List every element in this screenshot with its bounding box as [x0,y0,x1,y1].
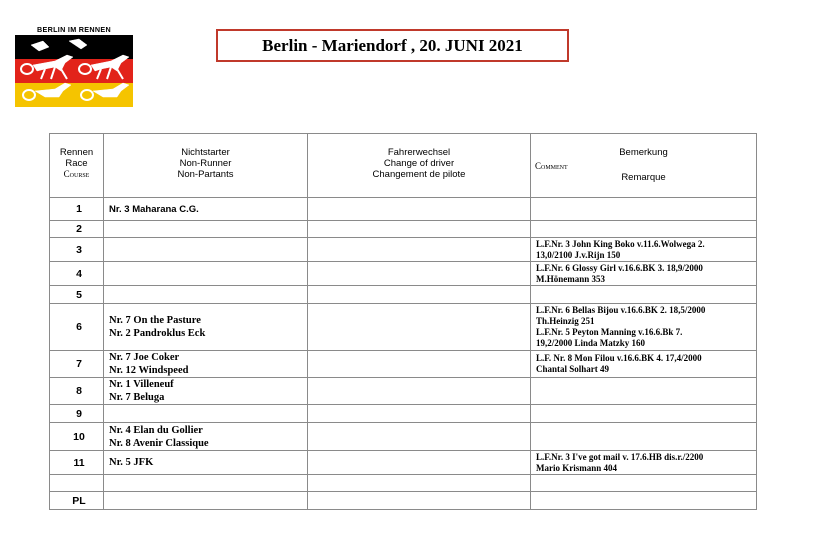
non-runner-entry: Nr. 5 JFK [109,457,154,468]
driver-change-cell [308,351,531,378]
remark-line: L.F.Nr. 5 Peyton Manning v.16.6.Bk 7. [536,327,683,337]
table-row [50,451,757,475]
header-race-de: Rennen [59,147,94,158]
driver-change-cell [308,405,531,423]
driver-change-cell [308,378,531,405]
header-non-runner [104,134,308,198]
race-number: 5 [50,286,104,304]
non-runner-cell [104,221,308,238]
driver-change-cell [308,304,531,351]
table-row [50,492,757,510]
table-row [50,351,757,378]
remark-cell [531,198,757,221]
logo-text: BERLIN IM RENNEN [37,25,111,34]
remark-line: L.F.Nr. 6 Glossy Girl v.16.6.BK 3. 18,9/2000 [536,262,703,273]
race-number: 3 [50,238,104,262]
driver-change-cell [308,423,531,451]
table-row [50,198,757,221]
race-number: 11 [50,451,104,475]
non-runner-entry: Nr. 1 Villeneuf [109,379,174,390]
remark-line: Mario Krismann 404 [536,462,617,473]
non-runner-cell [104,475,308,492]
remark-cell [531,492,757,510]
non-runner-entry: Nr. 2 Pandroklus Eck [109,328,206,339]
remark-line: 19,2/2000 Linda Matzky 160 [536,338,646,348]
non-runner-entry: Nr. 3 Maharana C.G. [109,203,199,215]
table-row [50,475,757,492]
non-runner-table [49,133,757,510]
table-row [50,304,757,351]
non-runner-cell [104,378,308,405]
race-number: 6 [50,304,104,351]
remark-cell [531,378,757,405]
driver-change-cell [308,198,531,221]
remark-line: L.F. Nr. 8 Mon Filou v.16.6.BK 4. 17,4/2000 [536,353,702,363]
remark-cell [531,238,757,262]
header-non-runner-fr: Non-Partants [177,169,234,180]
driver-change-cell [308,286,531,304]
table-row [50,378,757,405]
remark-cell [531,475,757,492]
driver-change-cell [308,475,531,492]
header-race [50,134,104,198]
header-race-fr: Course [63,169,90,179]
header-remark-en: Comment [535,161,568,171]
non-runner-cell [104,351,308,378]
remark-cell [531,304,757,351]
page-title: Berlin - Mariendorf , 20. JUNI 2021 [262,35,523,55]
non-runner-entry: Nr. 7 Beluga [109,392,165,403]
remark-cell [531,405,757,423]
remark-cell [531,221,757,238]
remark-cell [531,451,757,475]
non-runner-cell [104,198,308,221]
table-row [50,238,757,262]
non-runner-entry: Nr. 8 Avenir Classique [109,437,209,449]
driver-change-cell [308,221,531,238]
race-number: 10 [50,423,104,451]
driver-change-cell [308,262,531,286]
non-runner-cell [104,492,308,510]
race-number: 8 [50,378,104,405]
non-runner-cell [104,405,308,423]
race-number: 2 [50,221,104,238]
driver-change-cell [308,492,531,510]
race-number: 1 [50,198,104,221]
race-number [50,475,104,492]
non-runner-cell [104,451,308,475]
table-header-row [50,134,757,198]
table-row [50,221,757,238]
non-runner-cell [104,286,308,304]
berlin-im-rennen-logo [15,25,133,109]
remark-line: Chantal Solhart 49 [536,364,610,374]
non-runner-cell [104,423,308,451]
header-driver-de: Fahrerwechsel [387,147,451,158]
non-runner-entry: Nr. 4 Elan du Gollier [109,424,203,436]
table-row [50,286,757,304]
non-runner-cell [104,238,308,262]
table-row [50,423,757,451]
remark-line: L.F.Nr. 3 I've got mail v. 17.6.HB dis.r./2200 [536,451,704,462]
header-race-en: Race [65,158,88,169]
title-box [216,29,569,62]
remark-line: L.F.Nr. 3 John King Boko v.11.6.Wolwega 2. [536,238,705,249]
race-number: PL [50,492,104,510]
remark-cell [531,262,757,286]
driver-change-cell [308,238,531,262]
remark-line: L.F.Nr. 6 Bellas Bijou v.16.6.BK 2. 18,5/2000 [536,305,706,315]
header-non-runner-de: Nichtstarter [181,147,230,158]
non-runner-entry: Nr. 12 Windspeed [109,365,189,376]
header-remark [531,134,757,198]
remark-line: Th.Heinzig 251 [536,316,595,326]
race-number: 9 [50,405,104,423]
remark-cell [531,286,757,304]
table-row [50,262,757,286]
header-non-runner-en: Non-Runner [179,158,232,169]
non-runner-entry: Nr. 7 On the Pasture [109,315,201,326]
non-runner-cell [104,262,308,286]
header-remark-fr: Remarque [621,172,666,183]
race-number: 4 [50,262,104,286]
header-remark-de: Bemerkung [619,147,668,158]
trotting-horses-logo-icon [15,35,133,109]
header-driver-en: Change of driver [383,158,455,169]
header-driver-fr: Changement de pilote [372,169,466,180]
race-number: 7 [50,351,104,378]
header-driver [308,134,531,198]
driver-change-cell [308,451,531,475]
non-runner-cell [104,304,308,351]
non-runner-entry: Nr. 7 Joe Coker [109,352,180,363]
remark-cell [531,351,757,378]
table-row [50,405,757,423]
remark-line: 13,0/2100 J.v.Rijn 150 [536,249,621,260]
remark-line: M.Hönemann 353 [536,273,606,284]
remark-cell [531,423,757,451]
